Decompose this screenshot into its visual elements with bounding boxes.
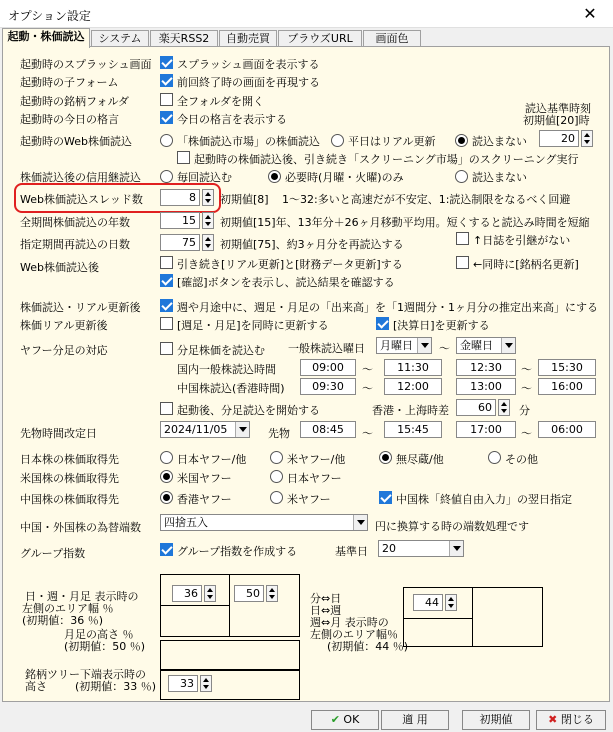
timediff-unit: 分 [519,404,530,417]
futures-start1-input[interactable]: 08:45 [300,421,356,438]
maxim-option: 今日の格言を表示する [177,113,287,126]
days-spinner[interactable] [202,234,214,251]
jp-radio-yahoojp[interactable] [160,451,173,464]
dom-start1-input[interactable]: 09:00 [300,359,356,376]
window-title: オプション設定 [8,9,91,23]
cn-end1-input[interactable]: 12:00 [384,378,442,395]
futures-start2-input[interactable]: 17:00 [456,421,516,438]
after-confirm-checkbox[interactable] [160,274,173,287]
childform-label: 起動時の子フォーム [20,76,119,89]
area-label-1: 日・週・月足 表示時の [25,590,139,603]
years-label: 全期間株価読込の年数 [20,216,130,229]
jp-radio-other[interactable] [488,451,501,464]
tab-screen-color[interactable]: 画面色 [363,30,421,47]
thread-spinner[interactable] [202,189,214,206]
timediff-spinner[interactable] [498,399,510,416]
tab-browse-url[interactable]: ブラウズURL [278,30,362,47]
area-label-5: (初期値：50 ％) [64,640,146,653]
cn-source-label: 中国株の株価取得先 [20,493,119,506]
web-radio-market[interactable] [160,134,173,147]
real-volume-checkbox[interactable] [160,299,173,312]
ok-label: OK [343,713,360,726]
web-radio-real-label: 平日はリアル更新 [348,135,436,148]
day-to-value: 金曜日 [460,339,493,352]
folder-label: 起動時の銘柄フォルダ [20,95,130,108]
chevron-down-icon [449,541,463,556]
minute-start-option: 起動後、分足読込を開始する [177,404,320,417]
close-button[interactable] [536,710,606,730]
real-label: 株価読込・リアル更新後 [20,301,141,314]
fx-description: 円に換算する時の端数処理です [375,520,529,533]
minute-arrow-line [403,618,472,619]
default-button[interactable]: 初期値 [462,710,530,730]
tree-label-1: 銘柄ツリー下端表示時の [25,668,146,681]
futures-tilde1: ～ [362,427,373,440]
title-bar [0,0,613,28]
after-label: Web株価読込後 [20,261,99,274]
basedate-label: 基準日 [335,545,368,558]
left-width-input[interactable]: 36 [172,585,202,602]
tree-height-input[interactable]: 33 [168,675,198,692]
close-label: 閉じる [560,713,594,726]
after-namesync-option: ←同時に[銘柄名更新] [473,258,579,271]
month-height-spinner[interactable] [266,585,278,602]
us-source-label: 米国株の株価取得先 [20,472,119,485]
web-radio-market-label: 「株価読込市場」の株価読込 [177,135,320,148]
credit-label: 株価読込後の信用継読込 [20,171,141,184]
minute-label-4: 左側のエリア幅％ [310,628,398,641]
day-tilde: ～ [439,342,450,355]
tab-rakuten-rss[interactable]: 楽天RSS2 [150,30,218,47]
futures-tilde2: ～ [521,427,532,440]
jp-radio-mujinzou[interactable] [379,451,392,464]
cn-tilde2: ～ [521,382,532,395]
days-description: 初期値[75]、約3ヶ月分を再読込する [220,238,404,251]
futures-date-value: 2024/11/05 [164,423,228,436]
splash-checkbox[interactable] [160,56,173,69]
apply-button[interactable]: 適 用 [381,710,449,730]
years-input[interactable]: 15 [160,212,200,229]
after-realupdate-option: 引き続き[リアル更新]と[財務データ更新]する [177,258,403,271]
fx-rounding-select[interactable] [160,514,368,531]
cn-radio-usyahoo-label: 米ヤフー [287,493,331,506]
area-label-3: (初期値：36 ％) [22,614,104,627]
web-label: 起動時のWeb株価読込 [20,135,132,148]
jp-radio-yahoojp-label: 日本ヤフー/他 [177,453,247,466]
dom-end1-input[interactable]: 11:30 [384,359,442,376]
readbase-hour-input[interactable]: 20 [539,130,579,147]
splash-label: 起動時のスプラッシュ画面 [20,58,152,71]
cn-tilde1: ～ [362,382,373,395]
tree-layout-preview [160,640,300,670]
domestic-time-label: 国内一般株読込時間 [177,363,276,376]
jp-radio-mujinzou-label: 無尽蔵/他 [396,453,444,466]
credit-radio-needed[interactable] [268,170,281,183]
minute-start-checkbox[interactable] [160,402,173,415]
real-weekmonth-option: [週足・月足]を同時に更新する [177,319,329,332]
journal-option: ↑日誌を引継がない [473,234,571,247]
cn-start2-input[interactable]: 13:00 [456,378,516,395]
real-settle-option: [決算日]を更新する [393,319,490,332]
group-label: グループ指数 [20,547,86,560]
jp-radio-other-label: その他 [505,453,538,466]
minute-label-5: (初期値：44 ％) [327,640,409,653]
childform-checkbox[interactable] [160,74,173,87]
dom-tilde2: ～ [521,363,532,376]
daily-arrow-line [160,605,229,606]
credit-radio-each[interactable] [160,170,173,183]
jp-radio-yahoous-label: 米ヤフー/他 [287,453,346,466]
screening-option: 起動時の株価読込後、引き続き「スクリーニング市場」のスクリーニング実行 [194,153,579,166]
cn-radio-hkyahoo-label: 香港ヤフー [177,493,232,506]
cn-radio-usyahoo[interactable] [270,491,283,504]
cn-end2-input[interactable]: 16:00 [538,378,596,395]
days-input[interactable]: 75 [160,234,200,251]
day-to-select[interactable] [456,337,516,354]
chevron-down-icon [501,338,515,353]
minute-width-input[interactable]: 44 [413,594,443,611]
minute-label-2: 日⇔週 [310,604,342,617]
futures-end1-input[interactable]: 15:45 [384,421,442,438]
yahoo-minute-option: 分足株価を読込む [177,344,265,357]
maxim-label: 起動時の今日の格言 [20,113,119,126]
close-icon[interactable]: ✕ [583,4,597,23]
minute-label-1: 分⇔日 [310,592,342,605]
dom-start2-input[interactable]: 12:30 [456,359,516,376]
chevron-down-icon [353,515,367,530]
basedate-select[interactable] [378,540,464,557]
us-radio-usyahoo[interactable] [160,470,173,483]
ok-button[interactable] [311,710,379,730]
daily-divider-line [229,574,230,637]
group-option: グループ指数を作成する [177,545,298,558]
days-label: 指定期間再読込の日数 [20,238,130,251]
readbase-title: 読込基準時刻 [525,102,591,115]
chevron-down-icon [417,338,431,353]
us-radio-usyahoo-label: 米国ヤフー [177,472,232,485]
childform-option: 前回終了時の画面を再現する [177,76,320,89]
journal-checkbox[interactable] [456,232,469,245]
jp-radio-yahoous[interactable] [270,451,283,464]
readbase-spinner[interactable] [581,130,593,147]
thread-input[interactable]: 8 [160,189,200,206]
thread-initial: 初期値[8] [220,193,269,206]
futures-sublabel: 先物 [268,427,290,440]
years-description: 初期値[15]年、13年分＋26ヶ月移動平均用。短くすると読込み時間を短縮 [220,216,590,229]
tab-bar [0,28,613,47]
minute-divider-line [472,587,473,647]
us-radio-jpyahoo[interactable] [270,470,283,483]
cn-radio-hkyahoo[interactable] [160,491,173,504]
after-namesync-checkbox[interactable] [456,256,469,269]
tab-startup[interactable]: 起動・株価読込 [2,28,90,48]
fx-label: 中国・外国株の為替端数 [20,521,141,534]
credit-radio-each-label: 毎回読込む [177,171,232,184]
day-from-select[interactable] [376,337,432,354]
tree-label-3: (初期値：33 ％) [75,680,157,693]
close-icon: ✖ [548,713,558,726]
jp-source-label: 日本株の株価取得先 [20,453,119,466]
china-time-label: 中国株読込(香港時間) [177,382,285,395]
real-settle-checkbox[interactable] [376,317,389,330]
screening-checkbox[interactable] [177,151,190,164]
real-weekmonth-checkbox[interactable] [160,317,173,330]
realupdate-label: 株価リアル更新後 [20,319,108,332]
area-label-2: 左側のエリア幅 ％ [22,602,114,615]
tab-autotrade[interactable]: 自動売買 [219,30,277,47]
dom-end2-input[interactable]: 15:30 [538,359,596,376]
yahoo-minute-checkbox[interactable] [160,342,173,355]
genday-label: 一般株読込曜日 [288,342,365,355]
timediff-input[interactable]: 60 [456,399,496,416]
web-radio-real[interactable] [331,134,344,147]
cn-nextday-checkbox[interactable] [379,491,392,504]
left-width-spinner[interactable] [204,585,216,602]
yahoo-label: ヤフー分足の対応 [20,344,108,357]
futures-end2-input[interactable]: 06:00 [538,421,596,438]
basedate-value: 20 [382,542,396,555]
readbase-initial: 初期値[20]時 [523,114,590,127]
after-realupdate-checkbox[interactable] [160,256,173,269]
thread-label: Web株価読込スレッド数 [20,193,143,206]
dom-tilde1: ～ [362,363,373,376]
years-spinner[interactable] [202,212,214,229]
check-icon: ✔ [330,713,340,726]
web-radio-none[interactable] [455,134,468,147]
splash-option: スプラッシュ画面を表示する [177,58,320,71]
tab-system[interactable]: システム [91,30,149,47]
tree-label-2: 高さ [25,680,47,693]
credit-radio-needed-label: 必要時(月曜・火曜)のみ [285,171,404,184]
area-label-4: 月足の高さ ％ [64,628,134,641]
web-radio-none-label: 読込まない [472,135,527,148]
folder-checkbox[interactable] [160,93,173,106]
minute-width-spinner[interactable] [445,594,457,611]
month-height-input[interactable]: 50 [234,585,264,602]
credit-radio-none-label: 読込まない [472,171,527,184]
real-volume-option: 週や月途中に、週足・月足の「出来高」を「1週間分・1ヶ月分の推定出来高」にする [177,301,598,314]
chevron-down-icon [235,422,249,437]
group-checkbox[interactable] [160,543,173,556]
thread-description: 1～32:多いと高速だが不安定、1:読込制限をなるべく回避 [282,193,571,206]
after-confirm-option: [確認]ボタンを表示し、読込結果を確認する [177,276,395,289]
us-radio-jpyahoo-label: 日本ヤフー [287,472,342,485]
tree-height-spinner[interactable] [200,675,212,692]
cn-nextday-option: 中国株「終値自由入力」の翌日指定 [396,493,572,506]
timediff-label: 香港・上海時差 [372,404,449,417]
maxim-checkbox[interactable] [160,111,173,124]
cn-start1-input[interactable]: 09:30 [300,378,356,395]
minute-label-3: 週⇔月 表示時の [310,616,389,629]
folder-option: 全フォルダを開く [177,95,265,108]
credit-radio-none[interactable] [455,170,468,183]
day-from-value: 月曜日 [380,339,413,352]
futures-date-picker[interactable] [160,421,250,438]
futures-label: 先物時間改定日 [20,427,97,440]
fx-rounding-value: 四捨五入 [164,516,208,529]
